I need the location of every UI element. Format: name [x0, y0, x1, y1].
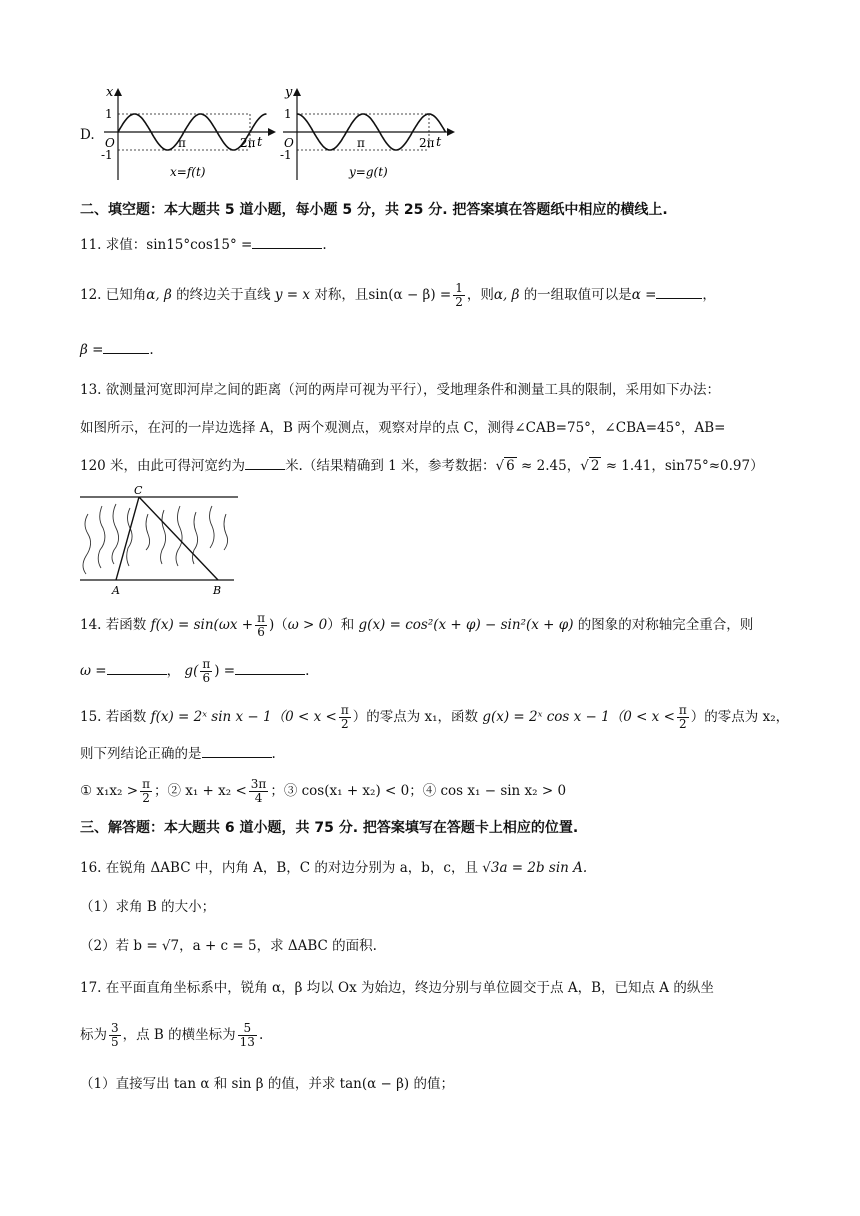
tick-neg-one: -1 [280, 148, 292, 162]
option-d-graph-f [96, 84, 276, 182]
question-11: 11. 求值：sin15°cos15° = . [80, 234, 327, 255]
pi-label: π [357, 136, 365, 150]
alpha-answer-blank[interactable] [656, 284, 702, 299]
y-axis-label: y [285, 85, 293, 100]
question-13-line3: 120 米，由此可得河宽约为 米.（结果精确到 1 米，参考数据：√ 6 ≈ 2.45，√ 2 ≈ 1.41，sin75°≈0.97） [80, 455, 764, 476]
question-17-line1: 17. 在平面直角坐标系中，锐角 α，β 均以 Ox 为始边，终边分别与单位圆交于点 A，B，已知点 A 的纵坐 [80, 980, 714, 996]
question-15-options: ① x₁x₂ > $\frac{\pi}{2}$ ；② x₁ + x₂ < $\frac{3\pi}{4}$ ；③ cos(x₁ + x₂) < 0；④ cos x₁ − sin x₂ > 0 [80, 777, 567, 805]
tick-neg-one: -1 [101, 148, 113, 162]
origin-label: O [105, 136, 115, 150]
origin-label: O [284, 136, 294, 150]
point-b-label: B [213, 584, 222, 597]
beta-answer-blank[interactable] [103, 339, 149, 354]
width-answer-blank[interactable] [245, 455, 285, 470]
section-3-title: 三、解答题：本大题共 6 道小题，共 75 分. 把答案填写在答题卡上相应的位置. [80, 820, 579, 836]
question-13-line1: 13. 欲测量河宽即河岸之间的距离（河的两岸可视为平行），受地理条件和测量工具的限制，采用如下办法： [80, 382, 721, 398]
question-17-line2: 标为 $\frac{3}{5}$ ，点 B 的横坐标为 $\frac{5}{13}$ . [80, 1021, 264, 1049]
tick-one: 1 [105, 107, 113, 121]
conclusion-answer-blank[interactable] [202, 743, 272, 758]
fraction-half: $\frac{1}{2}$ [455, 281, 463, 309]
fraction-pi-6: $\frac{\pi}{6}$ [257, 611, 265, 639]
question-15-line2: 则下列结论正确的是 . [80, 743, 276, 764]
question-16-part2: （2）若 b = √7，a + c = 5，求 ΔABC 的面积. [80, 938, 377, 954]
question-13-line2: 如图所示，在河的一岸边选择 A，B 两个观测点，观察对岸的点 C，测得∠CAB=75°，∠CBA=45°，AB= [80, 420, 726, 436]
section-2-title: 二、填空题：本大题共 5 道小题，每小题 5 分，共 25 分. 把答案填在答题纸中相应的横线上. [80, 202, 668, 218]
answer-blank[interactable] [252, 234, 322, 249]
question-15: 15. 若函数 f(x) = 2ˣ sin x − 1（0 < x < $\frac{\pi}{2}$ ）的零点为 x₁，函数 g(x) = 2ˣ cos x − 1（0 < x < $\frac{\pi}{2}$ ）的零点为 x₂， [80, 703, 790, 731]
question-16: 16. 在锐角 ΔABC 中，内角 A，B，C 的对边分别为 a，b，c，且 √3a = 2b sin A. [80, 860, 588, 876]
point-a-label: A [112, 584, 120, 597]
option-d-graph-g [275, 84, 455, 182]
t-axis-label: t [257, 135, 263, 150]
t-axis-label: t [436, 135, 442, 150]
option-d-label: D. [80, 127, 95, 143]
question-12-line2: β = . [80, 339, 154, 360]
caption-g: y=g(t) [349, 165, 388, 179]
question-17-part1: （1）直接写出 tan α 和 sin β 的值，并求 tan(α − β) 的值； [80, 1076, 454, 1092]
point-c-label: C [134, 484, 143, 497]
caption-f: x=f(t) [170, 165, 206, 179]
question-14-line2: ω = ， g( $\frac{\pi}{6}$ ) = . [80, 657, 310, 685]
pi-label: π [178, 136, 186, 150]
question-14: 14. 若函数 f(x) = sin(ωx + $\frac{\pi}{6}$ )（ω > 0）和 g(x) = cos²(x + φ) − sin²(x + φ) 的图象的对称轴完全重合，则 [80, 611, 754, 639]
tick-one: 1 [284, 107, 292, 121]
omega-answer-blank[interactable] [107, 660, 167, 675]
two-pi-label: 2π [240, 136, 256, 150]
x-axis-label: x [106, 85, 114, 100]
g-value-answer-blank[interactable] [235, 660, 305, 675]
question-12: 12. 已知角α, β 的终边关于直线 y = x 对称，且sin(α − β) = $\frac{1}{2}$ ，则α, β 的一组取值可以是α = ， [80, 281, 716, 309]
river-figure [76, 484, 240, 598]
question-16-part1: （1）求角 B 的大小； [80, 899, 216, 915]
two-pi-label: 2π [419, 136, 435, 150]
